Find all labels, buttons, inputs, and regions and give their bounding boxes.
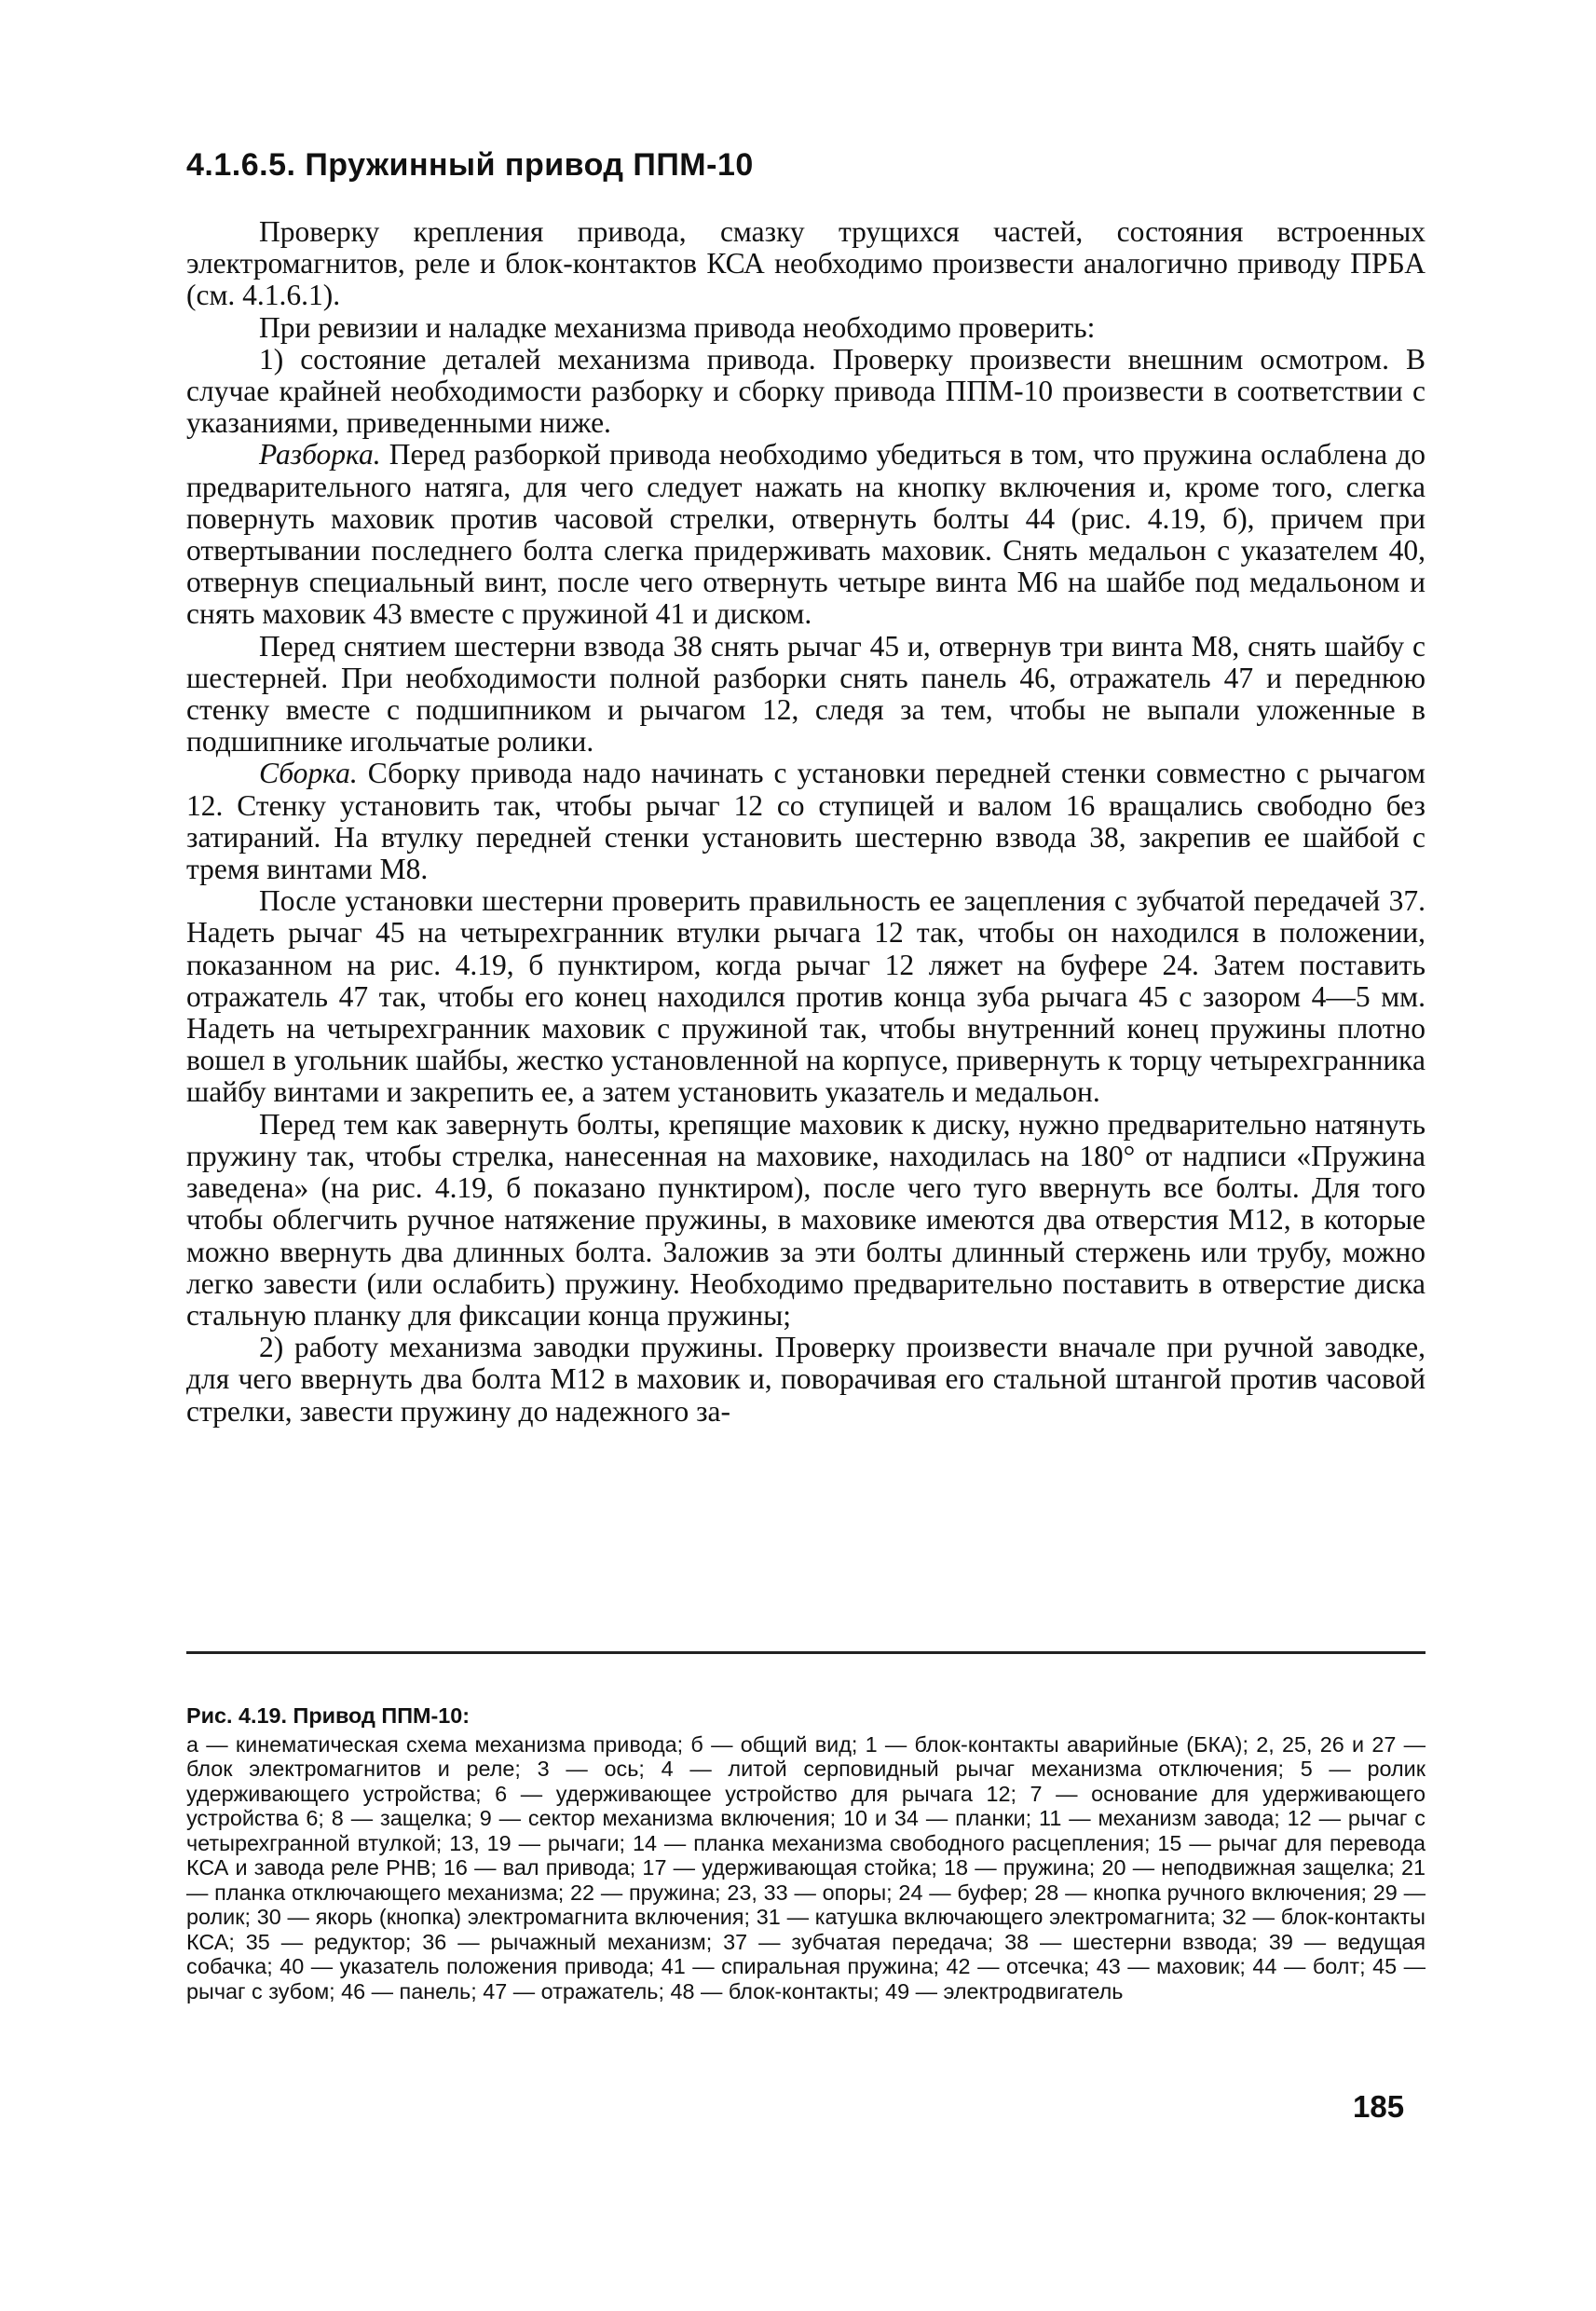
footnote-divider (186, 1651, 1425, 1654)
section-heading: 4.1.6.5. Пружинный привод ППМ-10 (186, 147, 754, 183)
paragraph-assembly (186, 758, 1425, 885)
figure-caption-title: Рис. 4.19. Привод ППМ-10: (186, 1703, 471, 1728)
paragraph-disassembly (186, 439, 1425, 630)
paragraph-8: Перед тем как завернуть болты, крепящие маховик к диску, нужно предварительно натянуть пружину так, чтобы стрелка, нанесенная на маховике, находилась на 180° от надписи «Пружина заведена» (на рис. 4.19, б показано пунктиром), после чего туго ввернуть все болты. Для того чтобы облегчить ручное натяжение пружины, в маховике имеются два отверстия М12, в которые можно ввернуть два длинных болта. Заложив за эти болты длинный стержень или трубу, можно легко завести (или ослабить) пружину. Необходимо предварительно поставить в отверстие диска стальную планку для фиксации конца пружины; (186, 1107, 1425, 1332)
paragraph-2: При ревизии и наладке механизма привода необходимо проверить: (259, 310, 1096, 344)
paragraph-9: 2) работу механизма заводки пружины. Проверку произвести вначале при ручной заводке, для чего ввернуть два болта М12 в маховик и, поворачивая его стальной штангой против часовой стрелки, завести пружину до надежного за- (186, 1331, 1425, 1428)
paragraph-3: 1) состояние деталей механизма привода. Проверку произвести внешним осмотром. В случае крайней необходимости разборку и сборку привода ППМ-10 произвести в соответствии с указаниями, приведенными ниже. (186, 342, 1425, 440)
disassembly-label: Разборка. (259, 438, 381, 472)
paragraph-7: После установки шестерни проверить правильность ее зацепления с зубчатой передачей 37. Надеть рычаг 45 на четырехгранник втулки рычага 12 так, чтобы он находился в положении, показанном на рис. 4.19, б пунктиром, когда рычаг 12 ляжет на буфере 24. Затем поставить отражатель 47 так, чтобы его конец находился против конца зуба рычага 45 с зазором 4—5 мм. Надеть на четырехгранник маховик с пружиной так, чтобы внутренний конец пружины плотно вошел в угольник шайбы, жестко установленной на корпусе, привернуть к торцу четырехгранника шайбу винтами и закрепить ее, а затем установить указатель и медальон. (186, 884, 1425, 1109)
paragraph-1: Проверку крепления привода, смазку трущихся частей, состояния встроенных электромагнитов, реле и блок-контактов КСА необходимо произвести аналогично приводу ПРБА (см. 4.1.6.1). (186, 215, 1425, 312)
assembly-label: Сборка. (259, 757, 358, 790)
page-number: 185 (1353, 2089, 1405, 2124)
assembly-text: Сборку привода надо начинать с установки передней стенки совместно с рычагом 12. Стенку установить так, чтобы рычаг 12 со ступицей и валом 16 вращались свободно без затираний. На втулку передней стенки установить шестерню взвода 38, закрепив ее шайбой с тремя винтами М8. (186, 757, 1425, 886)
disassembly-text: Перед разборкой привода необходимо убедиться в том, что пружина ослаблена до предварительного натяга, для чего следует нажать на кнопку включения и, кроме того, слегка повернуть маховик против часовой стрелки, отвернуть болты 44 (рис. 4.19, б), причем при отвертывании последнего болта слегка придерживать маховик. Снять медальон с указателем 40, отвернув специальный винт, после чего отвернуть четыре винта М6 на шайбе под медальоном и снять маховик 43 вместе с пружиной 41 и диском. (186, 438, 1425, 631)
paragraph-5: Перед снятием шестерни взвода 38 снять рычаг 45 и, отвернув три винта М8, снять шайбу с шестерней. При необходимости полной разборки снять панель 46, отражатель 47 и переднюю стенку вместе с подшипником и рычагом 12, следя за тем, чтобы не выпали уложенные в подшипнике игольчатые ролики. (186, 629, 1425, 759)
figure-caption (186, 1703, 1425, 2003)
body-text (186, 216, 1425, 1428)
figure-caption-body: а — кинематическая схема механизма привода; б — общий вид; 1 — блок-контакты аварийные (БКА); 2, 25, 26 и 27 — блок электромагнитов и реле; 3 — ось; 4 — литой серповидный рычаг механизма отключения; 5 — ролик удерживающего устройства; 6 — удерживающее устройство для рычага 12; 7 — основание для удерживающего устройства 6; 8 — защелка; 9 — сектор механизма включения; 10 и 34 — планки; 11 — механизм завода; 12 — рычаг с четырехгранной втулкой; 13, 19 — рычаги; 14 — планка механизма свободного расцепления; 15 — рычаг для перевода КСА и завода реле РНВ; 16 — вал привода; 17 — удерживающая стойка; 18 — пружина; 20 — неподвижная защелка; 21 — планка отключающего механизма; 22 — пружина; 23, 33 — опоры; 24 — буфер; 28 — кнопка ручного включения; 29 — ролик; 30 — якорь (кнопка) электромагнита включения; 31 — катушка включающего электромагнита; 32 — блок-контакты КСА; 35 — редуктор; 36 — рычажный механизм; 37 — зубчатая передача; 38 — шестерни взвода; 39 — ведущая собачка; 40 — указатель положения привода; 41 — спиральная пружина; 42 — отсечка; 43 — маховик; 44 — болт; 45 — рычаг с зубом; 46 — панель; 47 — отражатель; 48 — блок-контакты; 49 — электродвигатель (186, 1731, 1425, 2003)
